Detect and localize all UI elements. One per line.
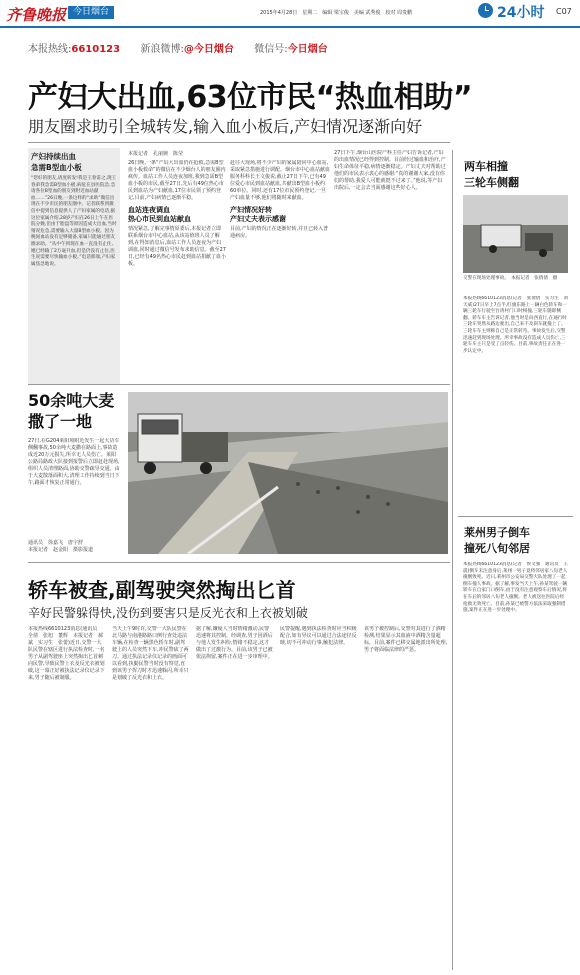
lead-headline: 产妇大出血,63位市民“热血相助” bbox=[28, 80, 473, 115]
lead-subheadline: 朋友圈求助引全城转发,输入血小板后,产妇情况逐渐向好 bbox=[28, 117, 423, 136]
clock-icon bbox=[478, 3, 493, 18]
knife-col-2 bbox=[112, 626, 190, 722]
crash-headline-1: 两车相撞 bbox=[464, 160, 508, 173]
lead-col-4 bbox=[334, 150, 446, 380]
knife-text-5: 该男子被控制后,交警对其进行了酒精检测,结果显示其血液中酒精含量超标。目前,案件已移交属地派出所处理,男子将面临法律的严惩。 bbox=[364, 626, 448, 653]
subhead-citizens-donate: 热心市民到血站献血 bbox=[128, 215, 191, 223]
truck-photo-svg bbox=[128, 392, 448, 554]
knife-col-3 bbox=[196, 626, 274, 722]
weibo-label: 新浪微博: bbox=[140, 44, 184, 55]
knife-headline: 轿车被查,副驾驶突然掏出匕首 bbox=[28, 578, 296, 602]
wechat-value: 今日烟台 bbox=[287, 44, 328, 55]
knife-col-1 bbox=[28, 626, 106, 722]
knife-text-1: 本报热线6610123消息(通讯员 全倩 张旭 董辉 本报记者 郝斌 实习生 张蕾)近日,交警一大队民警在辖区进行执法检查时,一名男子从副驾驶座上突然掏出匕首刺向民警,导致民警上衣及反光衣被划破,这一幕正好被执法记录仪记录下来,男子随后被制服。 bbox=[28, 626, 105, 681]
page-number: C07 bbox=[556, 7, 572, 16]
subhead-blood-center: 血站连夜调血 bbox=[128, 206, 170, 214]
crash-headline-2: 三轮车侧翻 bbox=[464, 176, 519, 189]
section-name: 今日烟台 bbox=[73, 7, 110, 17]
lead-col-3 bbox=[230, 160, 330, 380]
sidebar-text: “您好的朋友,请度转发!我是王春雷之,现王春弟我急需B型血小板,病危在县医院急,急请各位B型血的朋友到附近血站献血……”26日晚,一条这样的“求助”微信出现在不少市民的朋友圈中。记者联系到微信中提到信息提供人了产妇家属的电话,据这位家属介绍,28岁产妇在26日上午在医院分娩,但由于胎盘等原因造成大出血,当时情况危急,需要输入大量B型血小板。因为晚间血站没有足够储备,家属只能通过朋友圈求助。“从中午到现在血一直没有止住,她已经输了2万毫升血,但是仍没有止住,医生说需要尽快输血小板。”电话那端,产妇家属焦急地说。 bbox=[31, 176, 117, 267]
sidebar-title-2: 急需B型血小板 bbox=[31, 163, 82, 172]
knife-text-2: 当天上午9时许,交警一大队民警在北马路与南港路路口例行查处违法车辆,在检查一辆黑色轿车时,副驾驶上的人员突然下车,冲民警砍了两刀。通过执法记录仪记录的画面可以看到,执勤民警当时没有察觉,直到该男子挥刀时才迅速躲闪,所幸只是划破了反光衣和上衣。 bbox=[112, 626, 189, 681]
subhead-husband-thanks: 产妇丈夫表示感谢 bbox=[230, 215, 286, 223]
subhead-condition-better: 产妇情况好转 bbox=[230, 206, 272, 214]
knife-col-4 bbox=[280, 626, 358, 722]
hotline-number: 6610123 bbox=[71, 44, 121, 55]
knife-text-4: 民警提醒,遇到执法检查时应当积极配合,如有异议可以通过合法途径反映,切不可冲动行事,触犯法律。 bbox=[280, 626, 357, 646]
truck-accident-photo bbox=[128, 392, 448, 554]
barley-headline: 50余吨大麦撒了一地 bbox=[28, 390, 118, 432]
crash-photo-svg bbox=[463, 195, 568, 273]
sidebar-title-1: 产妇持续出血 bbox=[31, 152, 76, 161]
wechat-label: 微信号: bbox=[254, 44, 288, 55]
weibo-value: @今日烟台 bbox=[183, 44, 234, 55]
reverse-crash-headline-1: 莱州男子倒车 bbox=[464, 526, 530, 539]
truck-cab bbox=[138, 414, 182, 462]
lead-sidebar bbox=[28, 148, 120, 384]
barley-text: 27日,在G204莱阳境附近发生一起大货车侧翻事故,50余吨大麦撒在路面上,事故造成近20万元损失,所幸无人员伤亡。莱阳公路局路政大队接到报警后立即赶赴现场,组织人员清理路面,协助交警疏导交通。由于大麦散落面积大,清理工作持续到当日下午,路面才恢复正常通行。 bbox=[28, 438, 120, 486]
knife-col-5 bbox=[364, 626, 448, 722]
masthead bbox=[0, 0, 580, 28]
newspaper-logo: 齐鲁晚报 bbox=[6, 6, 67, 24]
hotline-bar bbox=[28, 40, 328, 55]
date-info: 2015年4月28日 星期二 编辑 梁宝俊 美编 武秀俊 校对 周贵鹏 bbox=[260, 10, 413, 16]
knife-text-3: 据了解,嫌疑人当时情绪激动,民警迅速将其控制。经调查,男子因酒后与他人发生纠纷,情绪不稳定,这才做出了过激行为。目前,该男子已被依法拘留,案件正在进一步审理中。 bbox=[196, 626, 273, 660]
knife-subheadline: 辛好民警躲得快,没伤到要害只是反光衣和上衣被划破 bbox=[28, 606, 308, 620]
reverse-crash-text: 本报热线6610123消息(记者 侯文强 通讯员 王震)倒车未注意身后,莱州一男子竟将邻居家八旬老人撞倒致死。近日,莱州市公安局交警大队处理了一起倒车撞人事故。据了解,事发当天上午,孙某驾驶一辆轿车在自家门口倒车,由于没有注意观察车后情况,将在车后的邻居八旬老人撞倒。老人被送往医院后经抢救无效死亡。目前,孙某已被警方依法采取强制措施,案件正在进一步处理中。 bbox=[463, 562, 568, 614]
reverse-crash-headline-2: 撞死八旬邻居 bbox=[464, 542, 530, 555]
crash-text: 本报热线6610123消息(记者 张倩倩 实习生 刘天威)27日早上7点半,红旗东路上一辆白色轿车和一辆三轮车行驶至台湾村门口时相撞,三轮车随即侧翻。轿车车主告诉记者,他当时是向西直行,在通行时三轮车突然从路边驶出,自己来不及刹车就撞上了。三轮车车主则称自己是正常转弯。事故发生后,交警迅速赶到现场处理。所幸事故没有造成人员伤亡,三轮车车主只是受了点轻伤。目前,事故责任正在进一步认定中。 bbox=[463, 296, 568, 354]
crash-photo-caption: 交警在现场处理事故。 本报记者 张倩倩 摄 bbox=[463, 276, 558, 281]
lead-byline: 本报记者 孔丽婉 陈莹 bbox=[128, 151, 184, 157]
lead-col2-text: 26日晚,一条“产妇大出血仍在抢救,急需B型血小板救命”的微信在不少烟台人的朋友圈内疯传。血站工作人员连夜加班,我到急需B型血小板的市民,截至27日,先后有49位热心市民到血站为产妇献血,17位市民领了预约登记,目前,产妇病情已逐渐平稳。 bbox=[128, 160, 226, 201]
lead-col3-text: 赶往大现场,将不少产妇的家属陪同中心血站,采取紧急措施进行调配。烟台市中心血站献血服务科科长王文俊说,截止27日下午,已有49位爱心市民到血站献血,共献出B型血小板约60单位。同时,还有17位市民预约登记,一旦产妇血量不够,他们将随时来献血。 bbox=[230, 160, 330, 201]
lead-col3-text2: 目前,产妇的情况正在逐渐好转,并且已转入普通病房。 bbox=[230, 226, 329, 239]
barley-credit: 通讯员 徐嘉飞 唐宇舒 本报记者 赵金阳 摄影报道 bbox=[28, 540, 94, 553]
hotline-label: 本报热线: bbox=[28, 44, 72, 55]
lead-col2-text2: 情况紧急,了解完事情原委后,本报记者立即联系烟台市中心血站,从该站值班人员了解到,在得知消息后,血站工作人员连夜为产妇调血,同时通过微信号发布求助信息。截至27日,已经有49名热心市民赶到血站捐献了血小板。 bbox=[128, 226, 226, 267]
lead-col4-text: 27日下午,烟台山医院产科主任产妇告诉记者,产妇的出血情况已经得到控制。目前经过输血和治疗,产妇生命体征平稳,病情逐渐稳定。产妇丈夫对帮助过他们的市民表示衷心的感谢:“真的谢谢大家,没有你们的帮助,我爱人可能就挺不过来了。”他说,等产妇出院后,一定会去当面感谢这些好心人。 bbox=[334, 150, 446, 191]
crash-photo bbox=[463, 195, 568, 273]
lead-col-2 bbox=[128, 160, 226, 380]
24-hour-badge: 24小时 bbox=[497, 5, 545, 21]
section-badge bbox=[68, 6, 114, 19]
